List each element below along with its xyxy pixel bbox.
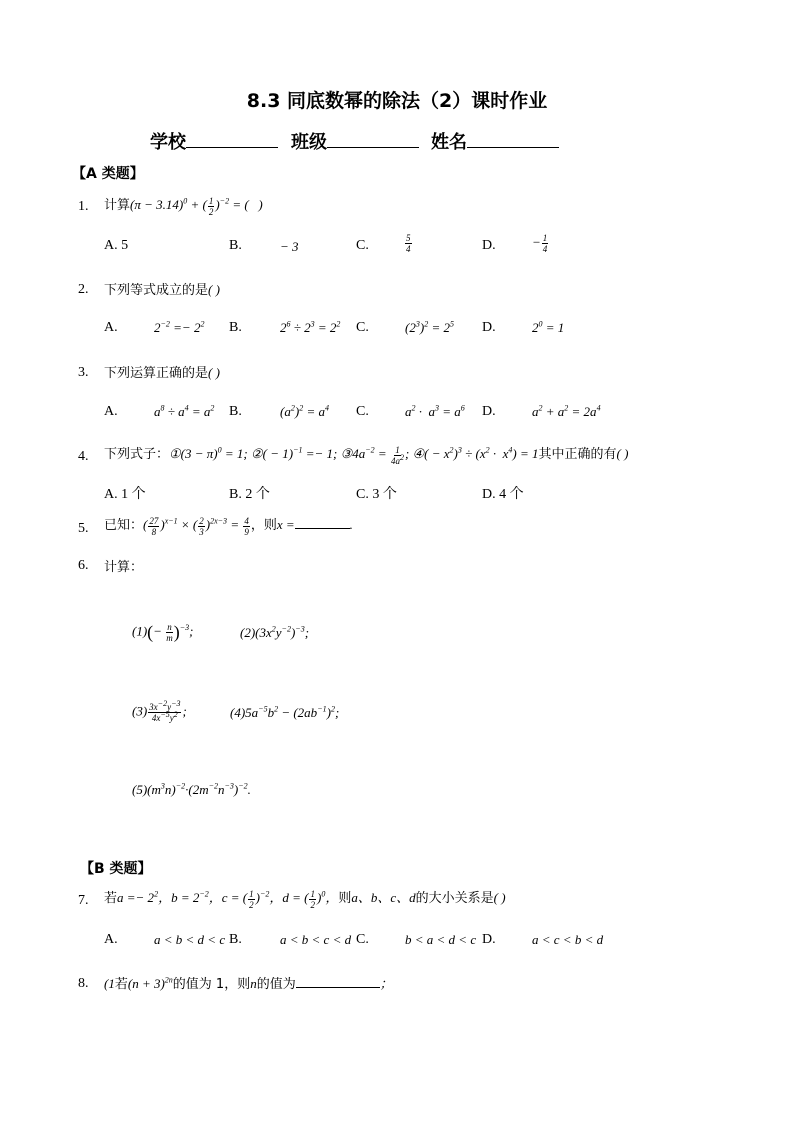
q7-option-c[interactable]: C. bbox=[356, 932, 369, 947]
q6-part3: (3) $\frac{3x^{-2}y^{-3}}{4x^{-5}y^2}$ ; bbox=[132, 699, 187, 723]
q7-option-a-value: a < b < d < c bbox=[154, 932, 226, 947]
class-blank[interactable] bbox=[327, 131, 419, 148]
q1-option-c-value: $\frac{5}{4}$ bbox=[406, 233, 411, 254]
q1-option-b-value: − 3 bbox=[280, 239, 299, 254]
q4-option-d[interactable]: D. 4 个 bbox=[482, 487, 524, 502]
school-blank[interactable] bbox=[186, 131, 278, 148]
q7-option-b-value: a < b < c < d bbox=[280, 932, 352, 947]
q7-option-b[interactable]: B. bbox=[229, 932, 242, 947]
q7-option-c-value: b < a < d < c bbox=[405, 932, 477, 947]
q2-option-b[interactable]: B. bbox=[229, 320, 242, 335]
q7-stem: 若$a =- 2^2$，$b = 2^{-2}$，c = ( $\frac{1}{2}$ )$^{-2}$，d = ( $\frac{1}{2}$ )$^0$，则a、b、c、d的大小关系是( ) bbox=[104, 888, 506, 910]
q1-option-b[interactable]: B. bbox=[229, 238, 242, 253]
q2-option-b-value: $2^6 \div 2^3 = 2^2$ bbox=[280, 319, 341, 335]
name-blank[interactable] bbox=[467, 131, 559, 148]
q3-option-c-value: $a^2 \cdot a^3 = a^6$ bbox=[405, 403, 465, 419]
q4-option-b[interactable]: B. 2 个 bbox=[229, 487, 270, 502]
q3-option-b-value: $(a^2)^2 = a^4$ bbox=[280, 403, 329, 419]
q2-option-d[interactable]: D. bbox=[482, 320, 496, 335]
q3-option-b[interactable]: B. bbox=[229, 404, 242, 419]
q3-option-a-value: $a^8 \div a^4 = a^2$ bbox=[154, 403, 215, 419]
class-field[interactable] bbox=[291, 128, 419, 154]
school-label: 学校 bbox=[150, 132, 186, 153]
q4-option-c[interactable]: C. 3 个 bbox=[356, 487, 397, 502]
section-a-heading: 【A 类题】 bbox=[72, 166, 144, 182]
q3-option-d-value: $a^2 + a^2 = 2a^4$ bbox=[532, 403, 601, 419]
name-field[interactable] bbox=[431, 128, 559, 154]
q5-stem: 已知：( $\frac{27}{8}$ )$^{x-1}$ × ( $\frac{2}{3}$ )$^{2x-3}$ = $\frac{4}{9}$ ，则x = . bbox=[104, 515, 353, 537]
q2-option-a[interactable]: A. bbox=[104, 320, 118, 335]
q8-number: 8. bbox=[78, 976, 89, 991]
q1-option-d[interactable]: D. bbox=[482, 238, 496, 253]
q3-option-c[interactable]: C. bbox=[356, 404, 369, 419]
q4-stem: 下列式子：①(3 − π)$^0$ = 1; ②( − 1)$^{-1}$ =− 1; $③4a^{-2}$ = $\frac{1}{4a^2}$ ; ④( − $x^2)^3 \div (x^2 \cdot x^4) = 1$其中正确的有( ) bbox=[104, 444, 629, 466]
q5-number: 5. bbox=[78, 521, 89, 536]
q5-answer-blank[interactable] bbox=[295, 516, 350, 529]
q1-stem: 计算$(\pi - 3.14)^0$ + ( $\frac{1}{2}$ )$^{-2}$ = ( ) bbox=[104, 195, 263, 217]
q7-option-a[interactable]: A. bbox=[104, 932, 118, 947]
q2-number: 2. bbox=[78, 282, 89, 297]
q6-part1: (1)(− $\frac{n}{m}$ )$^{-3}$; bbox=[132, 622, 194, 643]
q2-stem: 下列等式成立的是( ) bbox=[104, 282, 220, 298]
q8-answer-blank[interactable] bbox=[296, 975, 380, 988]
q3-number: 3. bbox=[78, 365, 89, 380]
q2-option-d-value: $2^0 = 1$ bbox=[532, 319, 565, 335]
page-title: 8.3 同底数幂的除法（2）课时作业 bbox=[246, 90, 548, 112]
q2-option-c-value: $(2^3)^2 = 2^5$ bbox=[405, 319, 454, 335]
q1-option-c[interactable]: C. bbox=[356, 238, 369, 253]
q3-stem: 下列运算正确的是( ) bbox=[104, 365, 220, 381]
q3-option-d[interactable]: D. bbox=[482, 404, 496, 419]
q4-number: 4. bbox=[78, 449, 89, 464]
q2-option-c[interactable]: C. bbox=[356, 320, 369, 335]
q7-option-d[interactable]: D. bbox=[482, 932, 496, 947]
q1-number: 1. bbox=[78, 199, 89, 214]
q7-number: 7. bbox=[78, 893, 89, 908]
q1-option-a[interactable]: A. 5 bbox=[104, 238, 129, 253]
q8-stem: (1若$(n + 3)^{2n}$的值为 1，则n的值为 ； bbox=[104, 975, 393, 992]
school-field[interactable] bbox=[150, 128, 278, 154]
q6-part5: $(5)(m^3n)^{-2}\cdot(2m^{-2}n^{-3})^{-2}$. bbox=[132, 781, 251, 797]
q3-option-a[interactable]: A. bbox=[104, 404, 118, 419]
q7-option-d-value: a < c < b < d bbox=[532, 932, 604, 947]
name-label: 姓名 bbox=[431, 132, 467, 153]
q1-option-d-value: − $\frac{1}{4}$ bbox=[532, 233, 548, 254]
q6-number: 6. bbox=[78, 558, 89, 573]
q6-stem: 计算： bbox=[104, 560, 144, 575]
q4-option-a[interactable]: A. 1 个 bbox=[104, 487, 146, 502]
q2-option-a-value: $2^{-2} =- 2^2$ bbox=[154, 319, 205, 335]
section-b-heading: 【B 类题】 bbox=[80, 861, 152, 877]
q6-part2: $(2)(3x^2y^{-2})^{-3}$; bbox=[240, 624, 310, 640]
q6-part4: $(4)5a^{-5}b^2 - (2ab^{-1})^2$; bbox=[230, 704, 340, 720]
class-label: 班级 bbox=[291, 132, 327, 153]
